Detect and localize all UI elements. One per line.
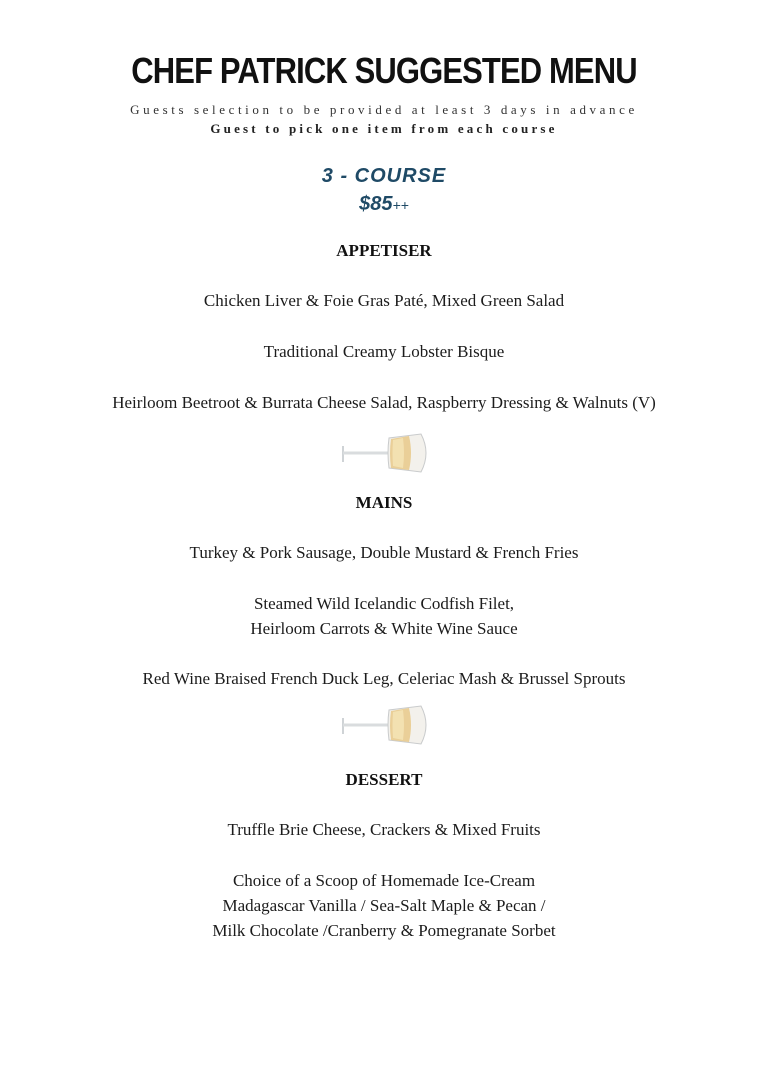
price-value: $85 bbox=[359, 193, 393, 215]
wine-glass-icon bbox=[339, 432, 431, 476]
section-heading-appetiser: APPETISER bbox=[336, 241, 432, 260]
course-label: 3 - COURSE bbox=[321, 165, 447, 187]
menu-item: Turkey & Pork Sausage, Double Mustard & French Fries bbox=[189, 543, 579, 562]
menu-item-line: Heirloom Carrots & White Wine Sauce bbox=[250, 619, 518, 638]
menu-item: Truffle Brie Cheese, Crackers & Mixed Fruits bbox=[227, 820, 541, 839]
wine-glass-icon bbox=[339, 704, 431, 748]
section-heading-mains: MAINS bbox=[355, 493, 413, 512]
section-heading-dessert: DESSERT bbox=[345, 770, 423, 789]
menu-item-line: Madagascar Vanilla / Sea-Salt Maple & Pecan / bbox=[222, 896, 546, 915]
menu-item-line: Milk Chocolate /Cranberry & Pomegranate Sorbet bbox=[212, 921, 556, 940]
menu-title: CHEF PATRICK SUGGESTED MENU bbox=[131, 50, 637, 91]
menu-item-line: Choice of a Scoop of Homemade Ice-Cream bbox=[232, 871, 536, 890]
price-suffix: ++ bbox=[392, 197, 409, 213]
menu-item: Traditional Creamy Lobster Bisque bbox=[263, 342, 505, 361]
price bbox=[0, 193, 768, 216]
advance-notice: Guests selection to be provided at least 3 days in advance bbox=[130, 102, 638, 117]
menu-item-line: Steamed Wild Icelandic Codfish Filet, bbox=[253, 594, 515, 613]
selection-instruction: Guest to pick one item from each course bbox=[210, 121, 558, 136]
menu-item: Heirloom Beetroot & Burrata Cheese Salad, Raspberry Dressing & Walnuts (V) bbox=[112, 393, 656, 412]
menu-item: Chicken Liver & Foie Gras Paté, Mixed Green Salad bbox=[203, 291, 565, 310]
menu-item: Red Wine Braised French Duck Leg, Celeriac Mash & Brussel Sprouts bbox=[142, 669, 626, 688]
